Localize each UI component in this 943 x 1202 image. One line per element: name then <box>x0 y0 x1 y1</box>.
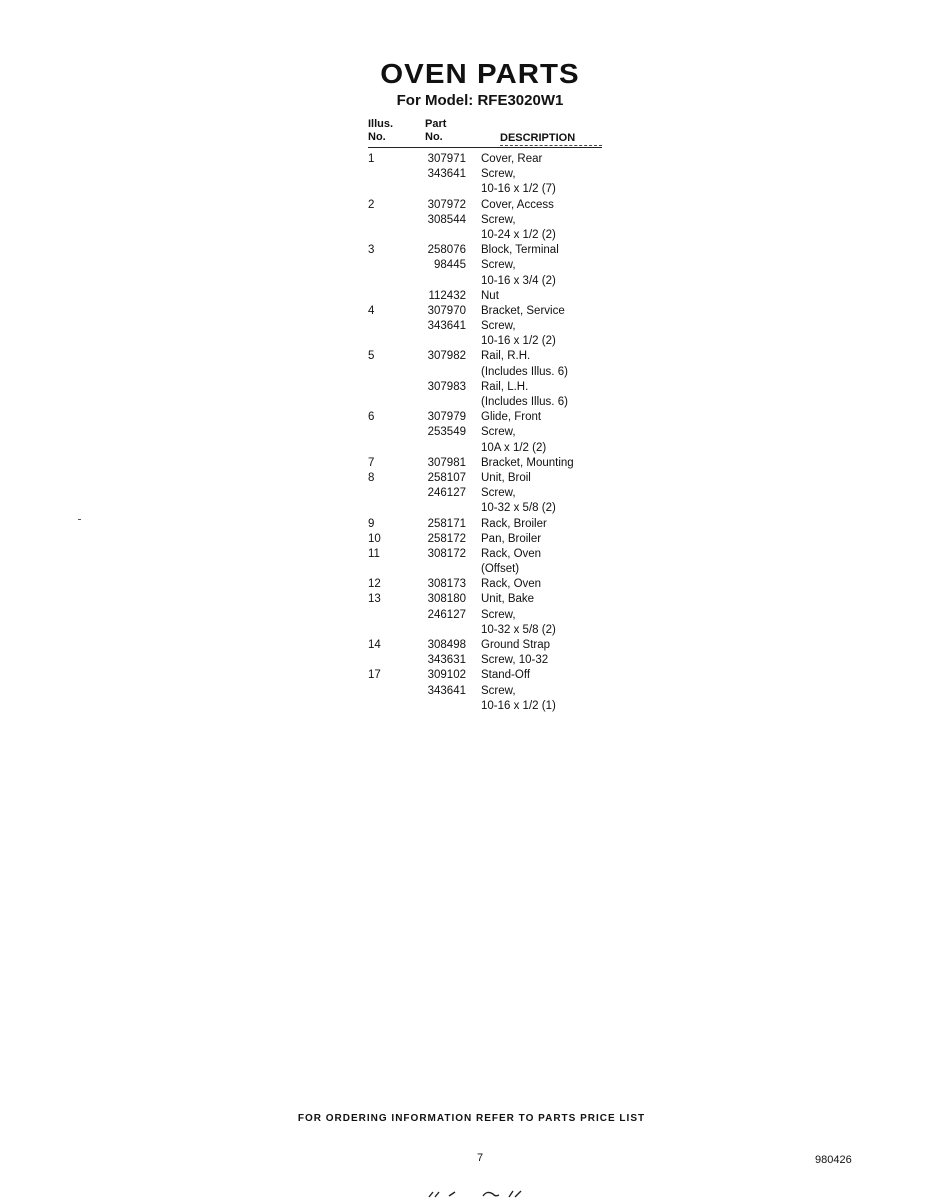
parts-row <box>368 334 608 349</box>
illus-number: 4 <box>368 304 375 317</box>
part-description: Cover, Rear <box>481 153 543 165</box>
column-header-part-line2: No. <box>425 131 443 143</box>
illus-number: 11 <box>368 547 380 560</box>
part-number: 308180 <box>427 593 466 606</box>
illus-number: 13 <box>368 593 381 606</box>
part-description: Screw, <box>481 213 516 226</box>
part-description: Bracket, Mounting <box>481 456 574 469</box>
part-number: 343631 <box>427 654 466 667</box>
parts-row <box>368 684 608 699</box>
parts-row <box>368 623 608 638</box>
part-description: Screw, <box>481 487 516 500</box>
parts-row <box>368 699 608 714</box>
part-number: 258076 <box>427 244 466 257</box>
parts-row <box>368 562 608 577</box>
part-number: 258107 <box>427 471 466 484</box>
part-description: Stand-Off <box>481 669 531 682</box>
parts-row <box>368 304 608 319</box>
part-description: 10-32 x 5/8 (2) <box>481 623 556 636</box>
part-number: 307979 <box>427 411 466 424</box>
part-description: 10-16 x 1/2 (7) <box>481 183 556 196</box>
part-description: Screw, 10-32 <box>481 654 549 667</box>
illus-number: 3 <box>368 244 375 257</box>
illus-number: 5 <box>368 350 375 363</box>
part-description: Rack, Oven <box>481 578 542 591</box>
part-description: 10-32 x 5/8 (2) <box>481 502 556 515</box>
column-header-illus-line2: No. <box>368 131 386 143</box>
part-description: (Includes Illus. 6) <box>481 365 568 378</box>
part-number: 307970 <box>427 304 466 317</box>
part-description: 10-24 x 1/2 (2) <box>481 228 556 241</box>
part-description: Screw, <box>481 259 516 272</box>
parts-row <box>368 410 608 425</box>
header-dashed-rule <box>500 145 602 146</box>
part-number: 343641 <box>427 684 466 697</box>
parts-row <box>368 577 608 592</box>
part-description: Screw, <box>481 168 516 181</box>
part-number: 246127 <box>427 608 466 621</box>
illus-number: 17 <box>368 669 381 682</box>
parts-row <box>368 198 608 213</box>
part-number: 98445 <box>434 259 466 272</box>
part-number: 308172 <box>427 547 466 560</box>
part-number: 309102 <box>427 669 466 682</box>
parts-row <box>368 608 608 623</box>
parts-row <box>368 425 608 440</box>
part-description: Rack, Broiler <box>481 517 547 530</box>
parts-row <box>368 182 608 197</box>
parts-row <box>368 228 608 243</box>
part-description: Bracket, Service <box>481 304 565 317</box>
part-description: Cover, Access <box>481 198 554 211</box>
part-description: Unit, Broil <box>481 471 531 484</box>
part-number: 307983 <box>427 380 466 393</box>
part-description: Pan, Broiler <box>481 532 542 545</box>
illus-number: 8 <box>368 471 375 484</box>
part-description: Unit, Bake <box>481 593 535 606</box>
column-header-part <box>425 118 465 144</box>
part-description: Screw, <box>481 320 516 333</box>
ordering-footer: FOR ORDERING INFORMATION REFER TO PARTS PRICE LIST <box>297 1113 646 1124</box>
part-number: 112432 <box>428 289 466 302</box>
page-title: OVEN PARTS <box>380 58 580 89</box>
part-description: Block, Terminal <box>481 244 559 257</box>
part-number: 308544 <box>427 213 466 226</box>
parts-row <box>368 167 608 182</box>
part-description: 10-16 x 1/2 (1) <box>481 699 556 712</box>
parts-row <box>368 441 608 456</box>
parts-row <box>368 213 608 228</box>
parts-row <box>368 471 608 486</box>
column-header-illus <box>368 118 408 144</box>
part-number: 246127 <box>427 487 466 500</box>
illus-number: 14 <box>368 639 381 651</box>
scan-speck <box>78 519 81 520</box>
part-number: 307981 <box>427 456 466 469</box>
parts-row <box>368 274 608 289</box>
parts-row <box>368 638 608 653</box>
part-number: 308498 <box>427 639 466 651</box>
part-description: Rail, R.H. <box>481 350 531 363</box>
parts-row <box>368 668 608 683</box>
parts-row <box>368 243 608 258</box>
parts-row <box>368 365 608 380</box>
illus-number: 9 <box>368 517 375 530</box>
part-number: 307972 <box>427 198 466 211</box>
part-description: Screw, <box>481 684 516 697</box>
illus-number: 12 <box>368 578 381 591</box>
parts-row <box>368 319 608 334</box>
illus-number: 6 <box>368 411 375 424</box>
part-number: 343641 <box>427 168 466 181</box>
parts-row <box>368 592 608 607</box>
part-description: Screw, <box>481 608 516 621</box>
parts-list <box>368 152 608 714</box>
illus-number: 2 <box>368 198 375 211</box>
part-description: Rack, Oven <box>481 547 542 560</box>
model-subtitle: For Model: RFE3020W1 <box>396 92 564 109</box>
header-rule <box>368 147 602 148</box>
part-number: 307971 <box>427 153 466 165</box>
part-description: 10-16 x 3/4 (2) <box>481 274 556 287</box>
parts-row <box>368 517 608 532</box>
part-description: Rail, L.H. <box>481 380 529 393</box>
illus-number: 10 <box>368 532 381 545</box>
column-header-part-line1: Part <box>425 118 447 130</box>
parts-row <box>368 501 608 516</box>
part-number: 308173 <box>427 578 466 591</box>
parts-row <box>368 532 608 547</box>
parts-row <box>368 486 608 501</box>
part-description: Ground Strap <box>481 639 551 651</box>
part-number: 253549 <box>427 426 466 439</box>
part-description: Glide, Front <box>481 411 542 424</box>
page-number: 7 <box>477 1152 484 1164</box>
document-number: 980426 <box>815 1154 852 1166</box>
part-number: 258171 <box>427 517 466 530</box>
illus-number: 1 <box>368 153 375 165</box>
part-description: Screw, <box>481 426 516 439</box>
parts-row <box>368 349 608 364</box>
parts-row <box>368 152 608 167</box>
part-description: (Includes Illus. 6) <box>481 396 568 408</box>
parts-row <box>368 289 608 304</box>
parts-row <box>368 653 608 668</box>
part-description: (Offset) <box>481 563 520 576</box>
part-description: 10A x 1/2 (2) <box>481 441 547 454</box>
column-header-illus-line1: Illus. <box>368 118 394 130</box>
column-header-description: DESCRIPTION <box>500 132 576 144</box>
illus-number: 7 <box>368 456 375 469</box>
parts-row <box>368 380 608 395</box>
parts-row <box>368 395 608 410</box>
part-description: 10-16 x 1/2 (2) <box>481 335 556 348</box>
parts-row <box>368 547 608 562</box>
part-number: 307982 <box>427 350 466 363</box>
part-description: Nut <box>481 289 499 302</box>
parts-row <box>368 258 608 273</box>
part-number: 343641 <box>427 320 466 333</box>
part-number: 258172 <box>427 532 466 545</box>
parts-row <box>368 456 608 471</box>
